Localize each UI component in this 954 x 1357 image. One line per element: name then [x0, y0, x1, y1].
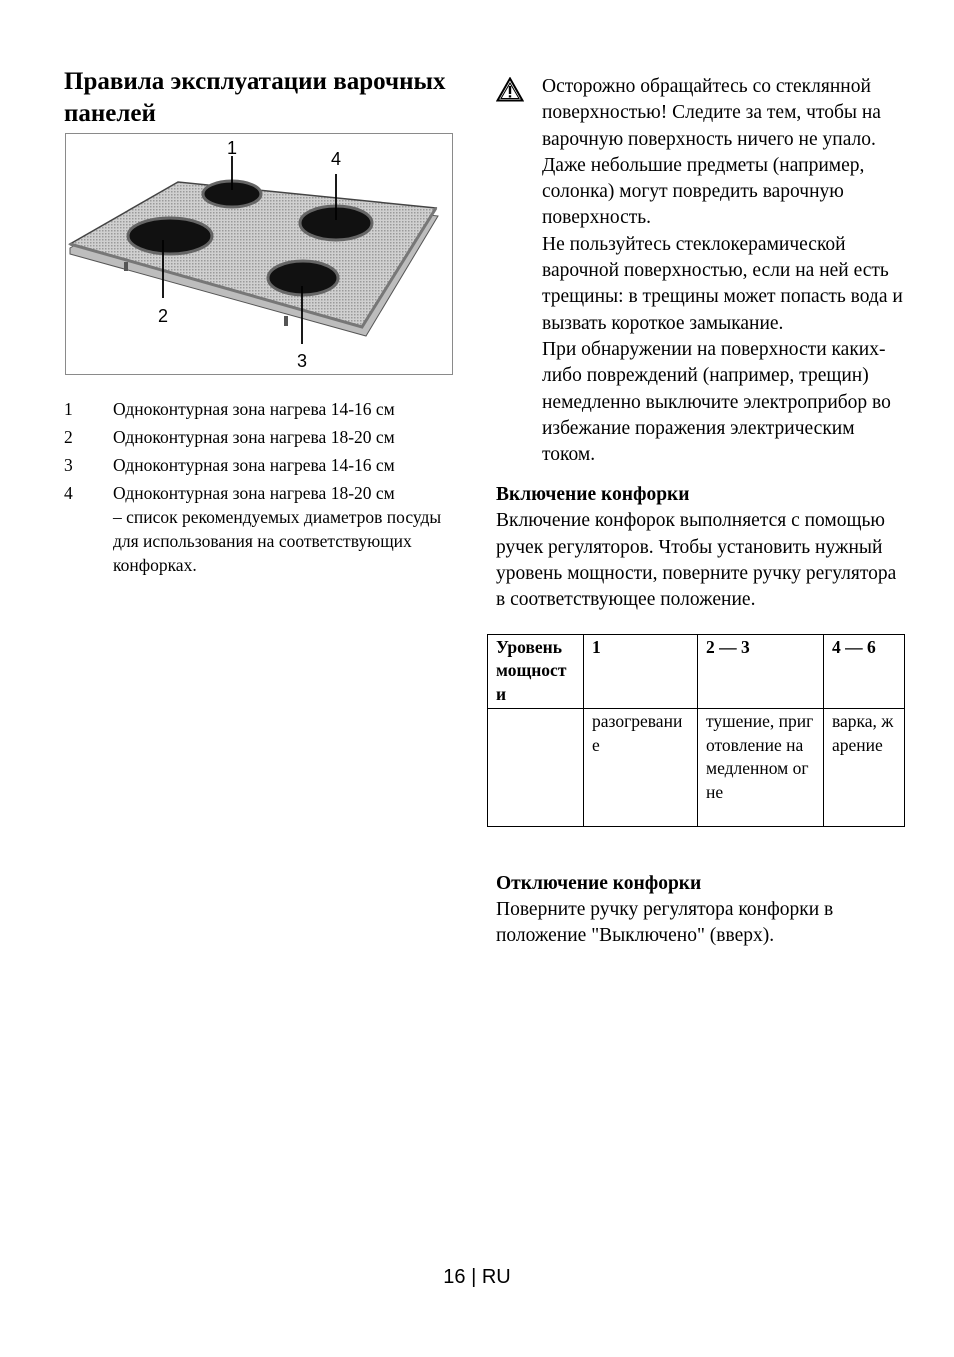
- warning-triangle-icon: [496, 77, 524, 102]
- switch-off-section: [496, 871, 906, 950]
- cooking-zone-2: [128, 218, 212, 254]
- callout-2: 2: [157, 306, 169, 326]
- table-cell: варка, жарение: [824, 709, 905, 827]
- legend-text: Одноконтурная зона нагрева 18-20 см: [113, 427, 395, 447]
- warning-paragraph: Не пользуйтесь стеклокерамической варочной поверхностью, если на ней есть трещины: в трещины может попасть вода и вызвать короткое замыкание.: [542, 233, 903, 334]
- legend-item: [64, 425, 454, 449]
- warning-paragraph: Осторожно обращайтесь со стеклянной поверхностью! Следите за тем, чтобы на варочную поверхность ничего не упало. Даже небольшие предметы (например, солонка) могут повредить варочную поверхность.: [542, 76, 881, 229]
- legend-item: [64, 453, 454, 477]
- legend-item: [64, 481, 454, 577]
- callout-3: 3: [296, 351, 308, 371]
- cooking-zone-3: [268, 261, 338, 295]
- legend-note: – список рекомендуемых диаметров посуды для использования на соответствующих конфорках.: [113, 507, 442, 575]
- switch-off-text: Поверните ручку регулятора конфорки в положение "Выключено" (вверх).: [496, 899, 834, 947]
- table-header-cell: 2 — 3: [698, 634, 824, 709]
- switch-on-heading: Включение конфорки: [496, 484, 690, 506]
- callout-4: 4: [330, 149, 342, 169]
- language-code: RU: [481, 1266, 511, 1288]
- right-column: [496, 74, 906, 950]
- legend-number: 2: [64, 427, 73, 447]
- legend-number: 3: [64, 455, 73, 475]
- legend-number: 4: [64, 483, 73, 503]
- callout-1: 1: [226, 138, 238, 158]
- page-number: 16: [443, 1266, 466, 1288]
- legend-number: 1: [64, 399, 73, 419]
- footer-separator: |: [471, 1266, 482, 1288]
- page-title: Правила эксплуатации варочных панелей: [64, 68, 446, 127]
- table-header-row: [488, 634, 905, 709]
- legend-text: Одноконтурная зона нагрева 14-16 см: [113, 455, 395, 475]
- table-row: [488, 709, 905, 827]
- table-cell: [488, 709, 584, 827]
- power-level-table: [487, 634, 905, 828]
- table-cell: тушение, приготовление на медленном огне: [698, 709, 824, 827]
- zone-legend: [64, 397, 454, 581]
- table-cell: разогревание: [584, 709, 698, 827]
- table-header-cell: 1: [584, 634, 698, 709]
- switch-on-text: Включение конфорок выполняется с помощью ручек регуляторов. Чтобы установить нужный уровень мощности, поверните ручку регулятора в соответствующее положение.: [496, 510, 897, 611]
- switch-off-heading: Отключение конфорки: [496, 873, 702, 895]
- table-header-cell: 4 — 6: [824, 634, 905, 709]
- hob-illustration: [66, 134, 454, 376]
- legend-text: Одноконтурная зона нагрева 18-20 см: [113, 483, 395, 503]
- legend-text: Одноконтурная зона нагрева 14-16 см: [113, 399, 395, 419]
- warning-block: [496, 74, 906, 468]
- page-footer: [0, 1266, 954, 1289]
- hob-diagram: [65, 133, 453, 375]
- legend-item: [64, 397, 454, 421]
- warning-paragraph: При обнаружении на поверхности каких-либо повреждений (например, трещин) немедленно выключите электроприбор во избежание поражения электрическим током.: [542, 338, 891, 466]
- table-header-cell: Уровень мощности: [488, 634, 584, 709]
